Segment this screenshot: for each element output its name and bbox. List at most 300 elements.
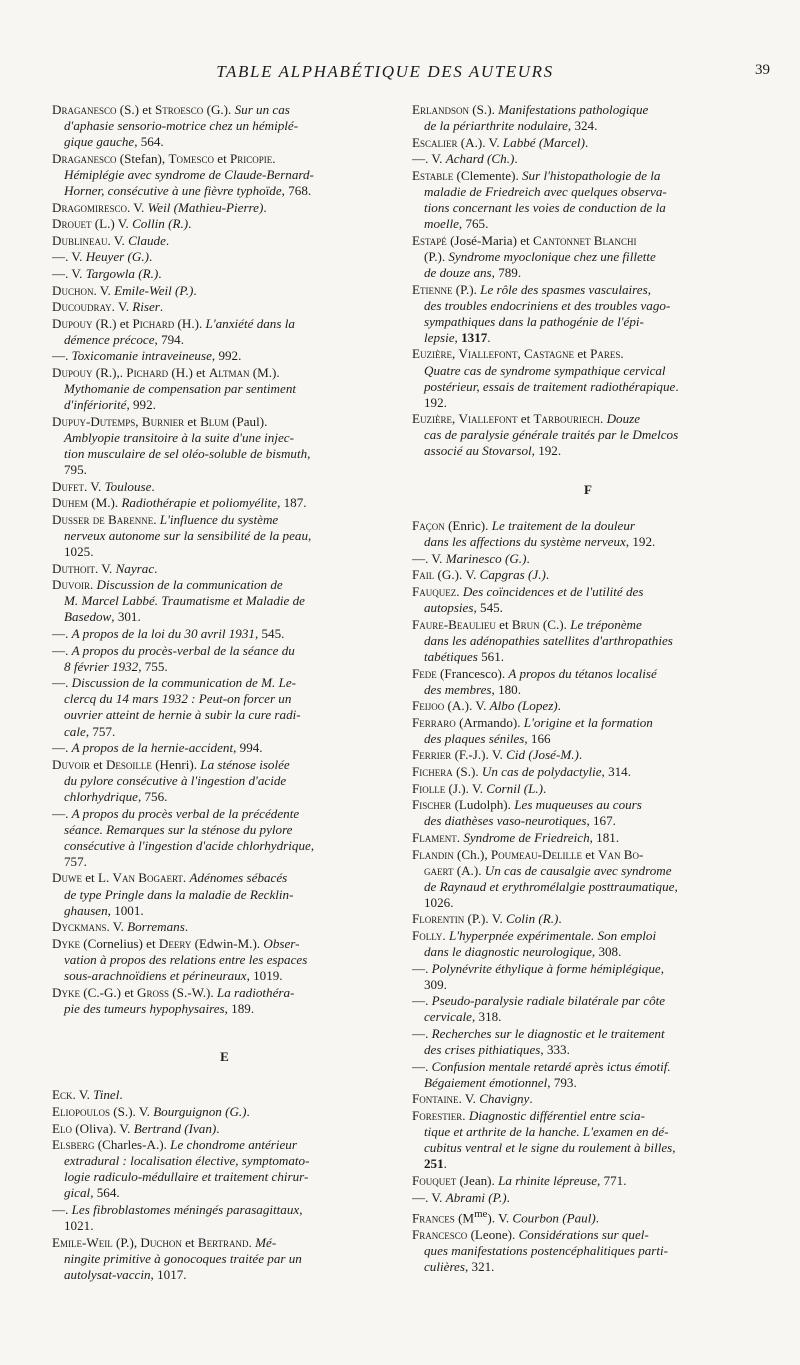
- index-entry: [412, 1059, 764, 1091]
- entry-text: , 309.: [424, 960, 664, 992]
- index-entry: [412, 781, 764, 797]
- entry-text: Fiolle: [412, 780, 446, 796]
- entry-text: Nayrac: [115, 560, 155, 576]
- entry-text: Polynévrite éthylique à forme hémiplégique: [431, 960, 661, 976]
- index-entry: [52, 283, 397, 299]
- entry-text: Poumeau-Delille: [490, 846, 582, 862]
- entry-text: Pseudo-paralysie radiale bilatérale par côte cervicale: [424, 993, 666, 1025]
- entry-text: Drouet: [52, 216, 92, 232]
- entry-text: (Enric).: [444, 518, 492, 534]
- entry-text: (S.-W.).: [169, 984, 217, 1000]
- entry-text: (Edwin-M.).: [191, 935, 264, 951]
- entry-text: —.: [52, 348, 72, 364]
- index-entry: [52, 233, 397, 249]
- page-header: [0, 62, 800, 86]
- entry-text: ). V.: [487, 1210, 513, 1226]
- entry-text: Mythomanie de compensation par sentiment d'infériorité: [64, 381, 297, 413]
- entry-text: Dyke: [52, 984, 80, 1000]
- section-gap: [52, 1065, 397, 1087]
- index-entry: [52, 1121, 397, 1137]
- entry-text: —. V.: [52, 249, 86, 265]
- entry-text: Fede: [412, 665, 437, 681]
- entry-text: 251: [424, 1156, 444, 1172]
- entry-text: Labbé (Marcel): [502, 134, 585, 150]
- section-letter: F: [584, 482, 592, 498]
- index-entry: [52, 200, 397, 216]
- section-letter: E: [220, 1049, 229, 1065]
- entry-text: Le traitement de la douleur dans les affections du système nerveux: [424, 518, 635, 550]
- index-entry: [52, 870, 397, 918]
- index-entry: [412, 233, 764, 281]
- entry-text: Duvoir: [52, 577, 90, 593]
- index-entry: [412, 135, 764, 151]
- entry-text: Ducoudray: [52, 299, 112, 315]
- entry-text: La sténose isolée du pylore consécutive à l'ingestion d'acide chlorhydrique: [64, 756, 290, 804]
- entry-text: Stroesco: [155, 102, 204, 117]
- entry-text: Pricopie: [229, 150, 273, 166]
- entry-text: .: [620, 346, 624, 362]
- entry-text: , 181.: [589, 829, 620, 845]
- entry-text: .: [158, 265, 162, 281]
- entry-text: Draganesco: [52, 150, 117, 166]
- entry-text: Euzière: [412, 346, 452, 362]
- entry-text: , 756.: [137, 788, 168, 804]
- entry-text: (Leone).: [467, 1227, 519, 1243]
- entry-text: Recherches sur le diagnostic et le traitement des crises pithiatiques: [424, 1026, 665, 1058]
- index-entry: [52, 577, 397, 625]
- entry-text: (J.). V.: [445, 780, 487, 796]
- entry-text: .: [148, 249, 153, 265]
- entry-text: , 333.: [540, 1042, 570, 1058]
- entry-text: (P.).: [424, 248, 446, 264]
- entry-text: A propos du tétanos localisé des membres: [424, 665, 657, 697]
- entry-text: L'anxiété dans la démence précoce: [64, 315, 295, 347]
- entry-text: Adénomes sébacés de type Pringle dans la maladie de Recklin- ghausen: [64, 870, 294, 918]
- entry-text: Brun: [511, 616, 540, 632]
- entry-text: Pares: [590, 346, 621, 362]
- entry-text: (Francesco).: [436, 665, 509, 681]
- entry-text: (Oliva). V.: [72, 1120, 134, 1136]
- index-entry: [52, 266, 397, 282]
- entry-text: Borremans: [127, 919, 185, 935]
- entry-text: Façon: [412, 518, 445, 534]
- index-entry: [412, 847, 764, 911]
- entry-text: Cantonnet Blanchi: [532, 232, 637, 248]
- entry-text: Eck: [52, 1087, 73, 1103]
- entry-text: Duwe: [52, 870, 82, 886]
- entry-text: Tarbouriech: [533, 411, 601, 427]
- index-entry: [412, 797, 764, 829]
- entry-text: Dufet: [52, 478, 84, 494]
- index-entry: [52, 561, 397, 577]
- entry-text: —.: [412, 1026, 432, 1042]
- index-entry: [412, 698, 764, 714]
- entry-text: , 794.: [154, 331, 184, 347]
- entry-text: (M: [454, 1210, 475, 1226]
- entry-text: (Ludolph).: [451, 797, 515, 813]
- index-entry: [412, 747, 764, 763]
- entry-text: Considérations sur quel- ques manifestations postencéphalitiques parti- culières: [424, 1227, 669, 1275]
- index-entry: [52, 102, 397, 150]
- entry-text: et: [495, 616, 512, 632]
- index-entry: [52, 249, 397, 265]
- entry-text: (G.). V.: [434, 567, 480, 583]
- entry-text: Elsberg: [52, 1137, 95, 1153]
- entry-text: Florentin: [412, 911, 465, 927]
- entry-text: Estable: [412, 167, 454, 183]
- entry-text: (A.).: [453, 862, 485, 878]
- entry-text: Emile-Weil (P.): [114, 282, 194, 298]
- entry-text: , 1017.: [150, 1266, 187, 1282]
- entry-text: Fouquet: [412, 1172, 457, 1188]
- entry-text: Van Bogaert: [112, 870, 183, 886]
- entry-text: Sur l'histopathologie de la maladie de Friedreich avec quelques observa- tions concernant les voies de conduction de la moelle: [424, 167, 667, 232]
- entry-text: .: [543, 780, 547, 796]
- index-entry: [412, 1091, 764, 1107]
- entry-text: , 189.: [224, 1000, 255, 1016]
- entry-text: .: [529, 1091, 533, 1107]
- index-entry: [52, 216, 397, 232]
- index-entry: [412, 961, 764, 993]
- entry-text: .: [487, 329, 491, 345]
- entry-text: Fontaine: [412, 1091, 459, 1107]
- index-entry: [52, 936, 397, 984]
- entry-text: Van Bo- gaert: [424, 846, 644, 878]
- entry-text: et: [581, 846, 598, 862]
- entry-text: Bertrand: [197, 1234, 249, 1250]
- entry-text: .: [182, 870, 190, 886]
- entry-text: . V.: [93, 282, 115, 298]
- entry-text: (M.).: [252, 365, 280, 380]
- entry-text: , 992.: [126, 397, 156, 413]
- entry-text: Le chondrome antérieur extradural : localisation élective, symptomato- logie radiculo-médullaire et traitement chirur- gical: [64, 1137, 310, 1201]
- entry-text: Frances: [412, 1210, 455, 1226]
- left-column: [52, 102, 397, 1283]
- entry-text: . V.: [106, 919, 128, 935]
- index-entry: [52, 299, 397, 315]
- index-entry: [52, 316, 397, 348]
- entry-text: (R.),.: [92, 365, 127, 380]
- entry-text: , 324.: [567, 118, 598, 134]
- index-entry: [412, 168, 764, 232]
- entry-text: , 994.: [233, 740, 263, 756]
- entry-text: A propos de la loi du 30 avril 1931: [71, 626, 255, 641]
- entry-text: —.: [52, 740, 72, 756]
- entry-text: .: [506, 1189, 510, 1205]
- entry-text: Toxicomanie intraveineuse: [71, 348, 212, 364]
- entry-text: (R.) et: [92, 315, 133, 331]
- entry-text: , 545.: [254, 626, 285, 641]
- entry-text: Chavigny: [479, 1091, 530, 1107]
- index-entry: [412, 102, 764, 134]
- entry-text: et: [213, 150, 230, 166]
- entry-text: (P.). V.: [464, 911, 507, 927]
- entry-text: Duchon: [52, 282, 94, 298]
- entry-text: Deery: [158, 935, 192, 951]
- entry-text: Weil (Mathieu-Pierre): [147, 199, 264, 215]
- entry-text: —.: [412, 993, 432, 1009]
- entry-text: , 192.: [531, 443, 562, 459]
- entry-text: Viallefont: [458, 346, 518, 362]
- index-entry: [412, 346, 764, 410]
- entry-text: Folly: [412, 928, 443, 943]
- section-gap: [52, 1017, 397, 1049]
- entry-text: Le tréponème dans les adénopathies satellites d'arthropathies tabétiques: [424, 616, 673, 664]
- entry-text: ,: [672, 1140, 676, 1156]
- index-entry: [52, 643, 397, 675]
- entry-text: Flandin: [412, 846, 454, 862]
- entry-text: . V.: [107, 232, 129, 248]
- index-entry: [52, 512, 397, 560]
- entry-text: 561.: [477, 648, 505, 664]
- entry-text: —.: [52, 626, 72, 641]
- entry-text: Collin (R.): [132, 216, 189, 232]
- entry-text: Gross: [137, 984, 170, 1000]
- index-entry: [52, 1087, 397, 1103]
- entry-text: (Cornelius) et: [79, 935, 159, 951]
- entry-text: , 314.: [601, 764, 631, 780]
- entry-text: Fischer: [412, 797, 452, 813]
- entry-text: .: [188, 216, 192, 232]
- entry-text: Amblyopie transitoire à la suite d'une injec- tion musculaire de sel oléo-soluble de bismuth: [64, 429, 308, 461]
- entry-text: et: [181, 1234, 198, 1250]
- entry-text: .: [153, 511, 160, 527]
- entry-text: Marinesco (G.): [445, 550, 527, 566]
- index-entry: [52, 740, 397, 756]
- entry-text: Elo: [52, 1120, 72, 1136]
- entry-text: La radiothéra- pie des tumeurs hypophysaires: [64, 984, 295, 1016]
- entry-text: , 564.: [134, 134, 164, 150]
- entry-text: Dublineau: [52, 232, 108, 248]
- entry-text: , 308.: [591, 944, 622, 960]
- entry-text: Obser- vation à propos des relations entre les espaces sous-arachnoïdiens et périneuraux: [64, 935, 308, 983]
- entry-text: , 301.: [111, 609, 141, 625]
- entry-text: Ferrier: [412, 747, 452, 763]
- entry-text: .: [514, 151, 518, 167]
- entry-text: Faure-Beaulieu: [412, 616, 496, 632]
- index-entry: [412, 928, 764, 960]
- entry-text: Colin (R.): [506, 911, 559, 927]
- entry-text: Altman: [208, 365, 250, 380]
- entry-text: , 1021.: [64, 1202, 303, 1234]
- entry-text: Castagne: [524, 346, 575, 362]
- entry-text: . V.: [111, 299, 133, 315]
- entry-text: , 192.: [625, 534, 656, 550]
- entry-text: Emile-Weil: [52, 1234, 113, 1250]
- entry-text: La rhinite lépreuse: [498, 1172, 598, 1188]
- index-entry: [52, 806, 397, 870]
- entry-text: Targowla (R.): [85, 265, 159, 281]
- entry-text: Dyckmans: [52, 919, 107, 935]
- entry-text: Duthoit: [52, 560, 95, 576]
- entry-text: Albo (Lopez): [489, 698, 558, 714]
- entry-text: —. V.: [52, 265, 86, 281]
- entry-text: Escalier: [412, 134, 458, 150]
- entry-text: (S.) et: [116, 102, 156, 117]
- index-entry: [52, 1104, 397, 1120]
- entry-text: . V.: [94, 560, 116, 576]
- index-entry: [412, 584, 764, 616]
- entry-text: , 180.: [491, 681, 521, 697]
- entry-text: Dupouy: [52, 315, 93, 331]
- right-column: [412, 102, 764, 1276]
- entry-text: Mé- ningite primitive à gonocoques traitée par un autolysat-vaccin: [64, 1234, 302, 1282]
- index-entry: [52, 626, 397, 642]
- entry-text: et: [89, 756, 106, 772]
- entry-text: Syndrome de Friedreich: [463, 829, 590, 845]
- entry-text: , 166: [524, 730, 551, 746]
- entry-text: Manifestations pathologique de la périarthrite nodulaire: [424, 102, 649, 134]
- entry-text: (S.).: [469, 102, 499, 117]
- entry-text: ,: [452, 411, 459, 427]
- index-entry: [412, 911, 764, 927]
- entry-text: Diagnostic différentiel entre scia- tique et arthrite de la hanche. L'examen en dé- cubitus ventral et le signe du roulement à billes: [424, 1108, 673, 1156]
- entry-text: Un cas de causalgie avec syndrome de Raynaud et erythromélalgie posttraumatique: [424, 862, 675, 894]
- entry-text: .: [526, 550, 530, 566]
- entry-text: , 321.: [464, 1259, 495, 1275]
- entry-text: Les muqueuses au cours des diathèses vaso-neurotiques: [424, 797, 642, 829]
- entry-text: , 1025.: [64, 527, 312, 560]
- entry-text: Euzière: [412, 411, 452, 427]
- entry-text: Le rôle des spasmes vasculaires, des troubles endocriniens et des troubles vago- sympathiques dans la pathogénie de l'épi- lepsie: [424, 281, 671, 345]
- entry-text: Francesco: [412, 1227, 468, 1243]
- entry-text: .: [151, 478, 155, 494]
- entry-text: Radiothérapie et poliomyélite: [121, 495, 278, 511]
- entry-text: Discussion de la communication de M. Marcel Labbé. Traumatisme et Maladie de Basedow: [64, 577, 305, 625]
- entry-text: .: [456, 829, 464, 845]
- entry-text: Hémiplégie avec syndrome de Claude-Bernard- Horner, consécutive à une fièvre typhoïde: [64, 166, 314, 198]
- index-entry: [412, 1190, 764, 1206]
- index-entry: [412, 551, 764, 567]
- entry-text: , 1026.: [424, 878, 678, 910]
- index-entry: [52, 675, 397, 739]
- index-entry: [52, 151, 397, 199]
- entry-text: Syndrome myoclonique chez une fillette de douze ans: [424, 248, 656, 280]
- entry-text: Claude: [128, 232, 166, 248]
- entry-text: Draganesco: [52, 102, 117, 117]
- entry-text: , 1001.: [107, 902, 144, 918]
- entry-text: Riser: [132, 299, 160, 315]
- entry-text: .: [193, 282, 197, 298]
- entry-text: . V.: [126, 199, 148, 215]
- entry-text: .: [600, 411, 607, 427]
- index-entry: [412, 1173, 764, 1189]
- entry-text: (S.).: [452, 764, 482, 780]
- entry-text: Forestier: [412, 1108, 463, 1124]
- entry-text: Dusser de Barenne: [52, 511, 154, 527]
- entry-text: Confusion mentale retardé après ictus émotif. Bégaiement émotionnel: [424, 1058, 671, 1090]
- entry-text: (Clemente).: [453, 167, 522, 183]
- entry-text: .: [263, 199, 267, 215]
- entry-text: .: [89, 577, 97, 593]
- entry-text: Desoille: [105, 756, 152, 772]
- entry-text: Discussion de la communication de M. Le- clercq du 14 mars 1932 : Peut-on forcer un ouvrier atteint de hernie à subir la cure radi- cale: [64, 675, 301, 739]
- entry-text: , 755.: [138, 658, 168, 674]
- entry-text: Feijoo: [412, 698, 445, 714]
- entry-text: —. V.: [412, 550, 446, 566]
- entry-text: , 318.: [471, 1009, 502, 1025]
- entry-text: ,: [517, 346, 525, 362]
- entry-text: , 789.: [491, 264, 522, 280]
- entry-text: .: [443, 1156, 447, 1172]
- entry-text: , 167.: [586, 813, 616, 829]
- entry-text: A propos de la hernie-accident: [71, 740, 234, 756]
- entry-text: Fichera: [412, 764, 453, 780]
- entry-text: 1317: [461, 329, 488, 345]
- entry-text: .: [462, 1108, 469, 1124]
- entry-text: Dupouy: [52, 365, 93, 380]
- entry-text: ,: [135, 413, 142, 429]
- entry-text: Des coïncidences et de l'utilité des autopsies: [424, 584, 644, 616]
- entry-text: Bourguignon (G.): [153, 1103, 247, 1119]
- entry-text: (H.) et: [168, 365, 209, 380]
- index-entry: [412, 518, 764, 550]
- index-entry: [412, 151, 764, 167]
- entry-text: Duhem: [52, 495, 88, 511]
- entry-text: —.: [52, 805, 72, 821]
- entry-text: (A.). V.: [457, 134, 503, 150]
- index-entry: [412, 666, 764, 698]
- entry-text: L'influence du système nerveux autonome sur la sensibilité de la peau: [64, 511, 309, 543]
- entry-text: Duchon: [140, 1234, 182, 1250]
- entry-text: Pichard: [132, 315, 175, 331]
- index-entry: [412, 1206, 764, 1226]
- entry-text: ,: [454, 329, 462, 345]
- index-entry: [412, 617, 764, 665]
- entry-text: . 192.: [424, 378, 679, 410]
- entry-text: (Ch.),: [453, 846, 491, 862]
- entry-text: Flament: [412, 829, 457, 845]
- entry-text: —.: [412, 960, 432, 976]
- index-entry: [412, 1108, 764, 1172]
- index-entry: [412, 715, 764, 747]
- entry-text: (M.).: [87, 495, 122, 511]
- entry-text: .: [184, 919, 189, 935]
- entry-text: .: [557, 698, 561, 714]
- entry-text: Capgras (J.): [479, 567, 546, 583]
- entry-text: —.: [52, 642, 72, 658]
- entry-text: .: [216, 1120, 220, 1136]
- index-entry: [412, 993, 764, 1025]
- entry-text: Eliopoulos: [52, 1103, 110, 1119]
- entry-text: .: [584, 134, 589, 150]
- index-entry: [52, 1202, 397, 1234]
- entry-text: , 187.: [277, 495, 307, 511]
- entry-text: , 757.: [64, 837, 315, 869]
- entry-text: .: [119, 1087, 123, 1103]
- entry-text: Toulouse: [104, 478, 152, 494]
- entry-text: .: [165, 232, 170, 248]
- entry-text: Dyke: [52, 935, 80, 951]
- entry-text: L'hyperpnée expérimentale. Son emploi dans le diagnostic neurologique: [424, 928, 657, 960]
- entry-text: , 765.: [458, 216, 489, 232]
- entry-text: Achard (Ch.): [445, 151, 515, 167]
- page-title: TABLE ALPHABÉTIQUE DES AUTEURS: [216, 62, 554, 81]
- entry-text: et: [184, 413, 201, 429]
- entry-text: et: [517, 411, 534, 427]
- entry-text: Pichard: [126, 365, 169, 380]
- entry-text: , 992.: [211, 348, 242, 364]
- index-entry: [52, 757, 397, 805]
- index-entry: [52, 365, 397, 413]
- section-gap: [412, 498, 764, 518]
- entry-text: .: [154, 560, 158, 576]
- entry-text: (Stefan),: [116, 150, 169, 166]
- entry-text: (S.). V.: [110, 1103, 154, 1119]
- entry-text: Tomesco: [168, 150, 214, 166]
- entry-text: Fauquez: [412, 584, 457, 600]
- entry-text: Etienne: [412, 281, 453, 297]
